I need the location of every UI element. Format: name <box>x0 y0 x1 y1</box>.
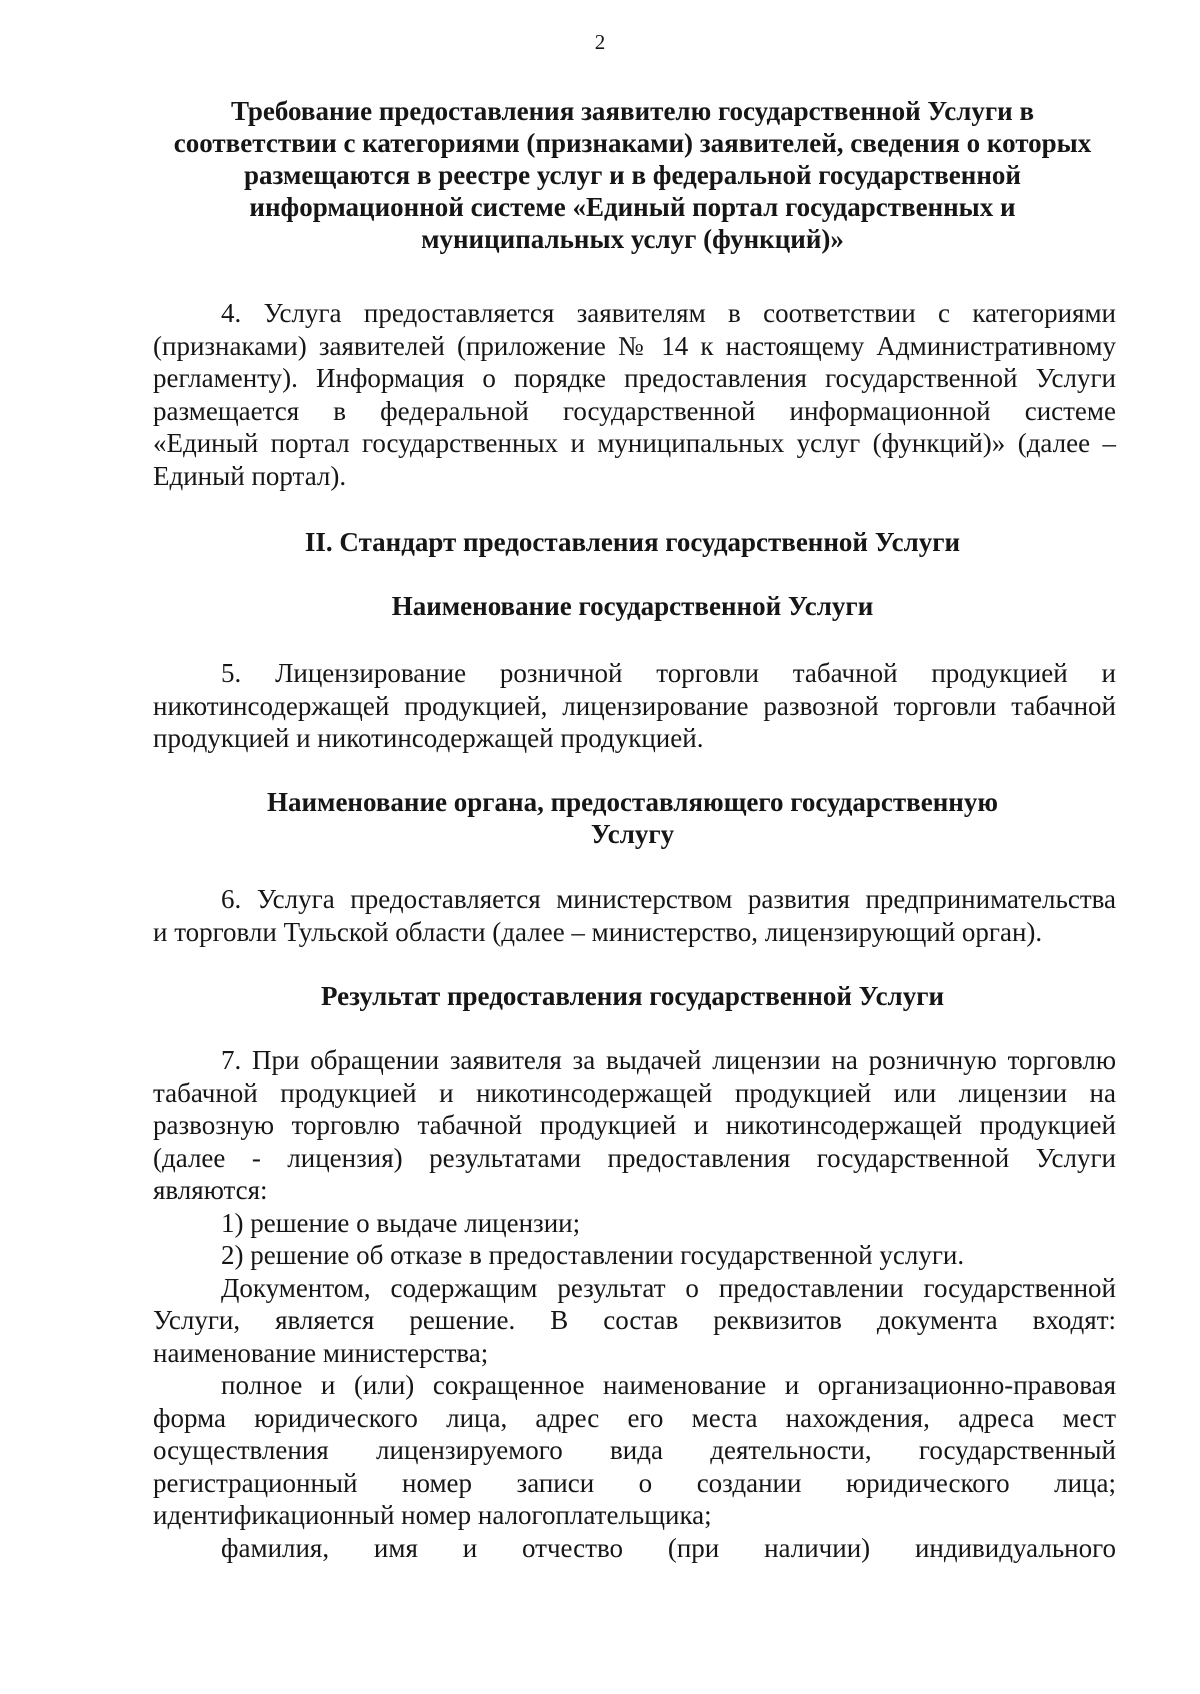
paragraph-line: полное и (или) сокращенное наименование и организационно-правовая <box>221 1370 1116 1400</box>
paragraph-line: (далее - лицензия) результатами предоставления государственной Услуги <box>153 1142 1116 1173</box>
paragraph-6 <box>153 883 1116 948</box>
paragraph-line: 4. Услуга предоставляется заявителям в соответствии с категориями <box>221 298 1116 328</box>
paragraph-line: Услуги, является решение. В состав реквизитов документа входят: <box>153 1305 1116 1335</box>
paragraph-line: табачной продукцией и никотинсодержащей продукцией или лицензии на <box>153 1077 1116 1108</box>
paragraph-line: 6. Услуга предоставляется министерством развития предпринимательства <box>221 884 1116 914</box>
paragraph-line: Единый портал). <box>153 460 347 491</box>
paragraph-line: продукцией и никотинсодержащей продукцией. <box>153 723 704 753</box>
paragraph-line: развозную торговлю табачной продукцией и никотинсодержащей продукцией <box>153 1110 1116 1140</box>
paragraph-line: и торговли Тульской области (далее – министерство, лицензирующий орган). <box>153 916 1043 947</box>
paragraph-7 <box>153 1044 1116 1564</box>
paragraph-line: регламенту). Информация о порядке предоставления государственной Услуги <box>153 363 1116 393</box>
list-item: 1) решение о выдаче лицензии; <box>221 1207 581 1238</box>
paragraph-line: никотинсодержащей продукцией, лицензирование развозной торговли табачной <box>153 690 1116 721</box>
paragraph-line: Документом, содержащим результат о предоставлении государственной <box>221 1272 1116 1303</box>
paragraph-line: идентификационный номер налогоплательщика; <box>153 1500 712 1530</box>
organ-heading-line: Услугу <box>590 819 675 849</box>
paragraph-line: форма юридического лица, адрес его места нахождения, адреса мест <box>153 1402 1116 1433</box>
paragraph-line: наименование министерства; <box>153 1337 489 1368</box>
result-heading: Результат предоставления государственной Услуги <box>320 981 945 1011</box>
paragraph-line: 5. Лицензирование розничной торговли табачной продукцией и <box>221 658 1116 688</box>
page-number: 2 <box>594 30 606 54</box>
section-2-heading: II. Стандарт предоставления государственной Услуги <box>304 527 961 557</box>
paragraph-4 <box>153 297 1116 492</box>
paragraph-line: осуществления лицензируемого вида деятельности, государственный <box>153 1435 1116 1465</box>
paragraph-line: фамилия, имя и отчество (при наличии) индивидуального <box>221 1532 1116 1563</box>
paragraph-line: являются: <box>153 1175 268 1205</box>
organ-heading <box>150 786 1115 850</box>
main-heading: Требование предоставления заявителю государственной Услуги в соответствии с категориями (признаками) заявителей, сведения о которых размещаются в реестре услуг и в федеральной государственной информационной системе «Единый портал государственных и муниципальных услуг (функций)» <box>173 96 1092 254</box>
organ-heading-line: Наименование органа, предоставляющего государственную <box>267 787 998 817</box>
paragraph-line: (признаками) заявителей (приложение № 14 к настоящему Административному <box>153 330 1116 361</box>
paragraph-line: 7. При обращении заявителя за выдачей лицензии на розничную торговлю <box>221 1045 1116 1075</box>
paragraph-line: регистрационный номер записи о создании юридического лица; <box>153 1467 1116 1498</box>
paragraph-5 <box>153 657 1116 755</box>
paragraph-line: «Единый портал государственных и муниципальных услуг (функций)» (далее – <box>153 428 1116 458</box>
service-name-heading: Наименование государственной Услуги <box>391 591 874 621</box>
list-item: 2) решение об отказе в предоставлении государственной услуги. <box>221 1240 965 1270</box>
paragraph-line: размещается в федеральной государственной информационной системе <box>153 395 1116 426</box>
